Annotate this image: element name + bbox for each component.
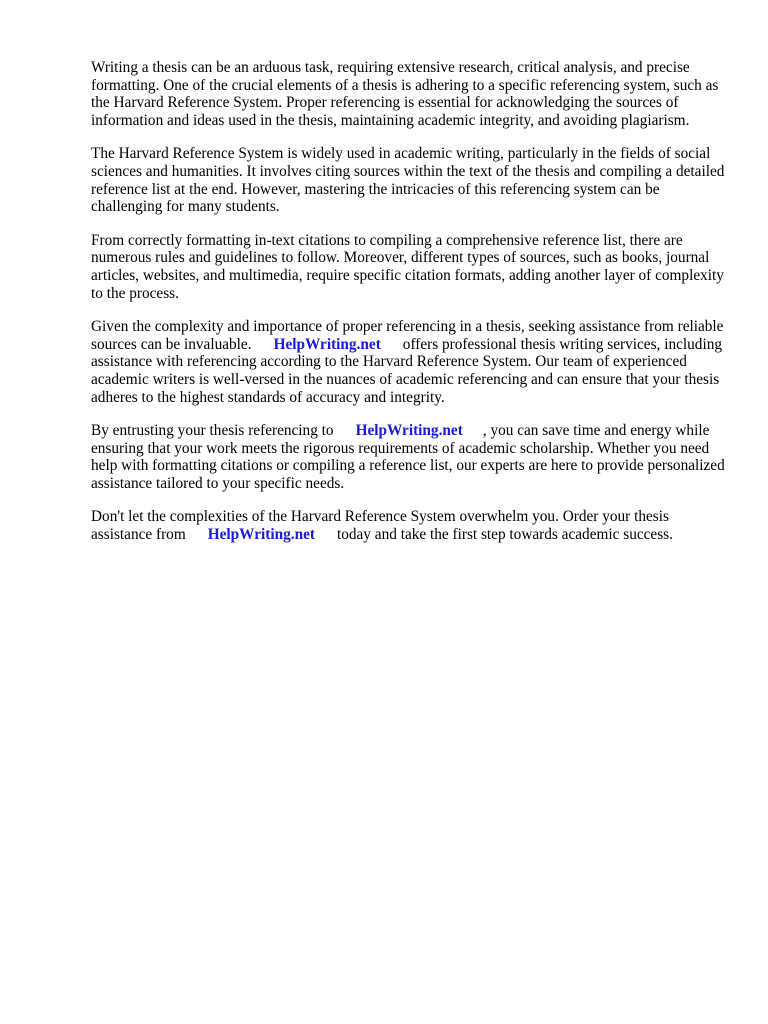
document-page — [91, 59, 731, 560]
paragraph-assistance-text-after: offers professional thesis writing services, including assistance with referencing according to the Harvard Reference System. Our team of experienced academic writers is well-versed in the nuances of academic referencing and can ensure that your thesis adheres to the highest standards of accuracy and integrity. — [91, 335, 722, 406]
helpwriting-link-2[interactable]: HelpWriting.net — [355, 422, 463, 440]
paragraph-intro: Writing a thesis can be an arduous task, requiring extensive research, critical analysis, and precise formatting. One of the crucial elements of a thesis is adhering to a specific referencing system, such as the Harvard Reference System. Proper referencing is essential for acknowledging the sources of information and ideas used in the thesis, maintaining academic integrity, and avoiding plagiarism. — [91, 59, 719, 129]
paragraph-harvard-system: The Harvard Reference System is widely used in academic writing, particularly in the fields of social sciences and humanities. It involves citing sources within the text of the thesis and compiling a detailed reference list at the end. However, mastering the intricacies of this referencing system can be challenging for many students. — [91, 145, 725, 216]
helpwriting-link-3[interactable]: HelpWriting.net — [207, 526, 315, 544]
paragraph-entrusting-text-before: By entrusting your thesis referencing to — [91, 422, 334, 440]
paragraph-closing-text-after: today and take the first step towards academic success. — [336, 526, 673, 544]
paragraph-assistance — [91, 318, 731, 406]
paragraph-citation-rules: From correctly formatting in-text citations to compiling a comprehensive reference list, there are numerous rules and guidelines to follow. Moreover, different types of sources, such as books, journal articles, websites, and multimedia, require specific citation formats, adding another layer of complexity to the process. — [91, 231, 724, 302]
paragraph-entrusting-text-after: , you can save time and energy while ensuring that your work meets the rigorous requirements of academic scholarship. Whether you need help with formatting citations or compiling a reference list, our experts are here to provide personalized assistance tailored to your specific needs. — [91, 422, 725, 492]
paragraph-closing — [91, 508, 731, 543]
paragraph-entrusting — [91, 422, 731, 492]
helpwriting-link-1[interactable]: HelpWriting.net — [273, 335, 381, 353]
paragraph-closing-text-before: Don't let the complexities of the Harvard Reference System overwhelm you. Order your thesis assistance from — [91, 508, 669, 544]
paragraph-assistance-text-before: Given the complexity and importance of proper referencing in a thesis, seeking assistance from reliable sources can be invaluable. — [91, 318, 724, 353]
